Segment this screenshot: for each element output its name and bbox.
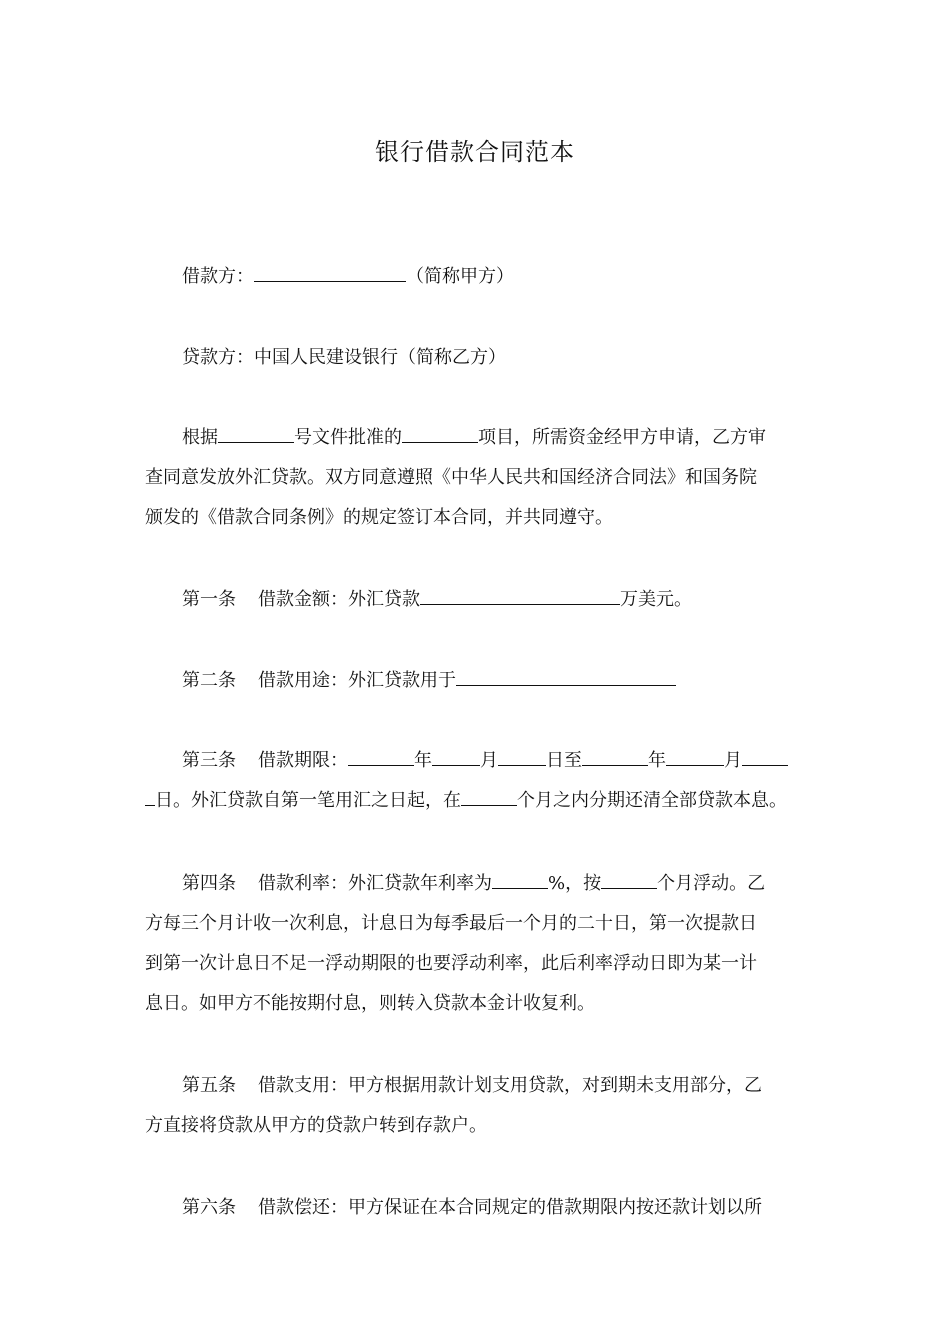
article-1 [145,580,825,620]
document-number-blank [218,423,294,443]
article-5 [145,1066,825,1146]
start-day-blank [498,746,546,766]
intro-line-2: 查同意发放外汇贷款。双方同意遵照《中华人民共和国经济合同法》和国务院 [145,467,757,488]
lender-paragraph [145,338,825,378]
article-text: 借款利率：外汇贷款年利率为 [258,873,492,894]
article-number: 第二条 [182,670,236,691]
end-day-blank-part1 [742,746,788,766]
intro-text: 项目，所需资金经甲方申请，乙方审 [478,427,766,448]
start-month-blank [432,746,480,766]
article-4-line-3: 到第一次计息日不足一浮动期限的也要浮动利率，此后利率浮动日即为某一计 [145,953,757,974]
article-number: 第三条 [182,750,236,771]
month-label: 月 [480,750,498,771]
article-text: %，按 [548,873,602,894]
float-months-blank [601,869,657,889]
article-4 [145,864,825,1024]
article-text: 万美元。 [620,589,692,610]
article-2 [145,661,825,701]
interest-rate-blank [492,869,548,889]
borrower-label: 借款方： [182,266,254,287]
end-month-blank [666,746,724,766]
day-to-label: 日至 [546,750,582,771]
month-label: 月 [724,750,742,771]
article-number: 第六条 [182,1197,236,1218]
borrower-paragraph [145,257,825,297]
article-number: 第五条 [182,1075,236,1096]
article-4-line-4: 息日。如甲方不能按期付息，则转入贷款本金计收复利。 [145,993,595,1014]
article-text: 借款金额：外汇贷款 [258,589,420,610]
year-label: 年 [648,750,666,771]
loan-purpose-blank [456,666,676,686]
article-text: 借款期限： [258,750,348,771]
end-day-blank-part2 [145,786,155,806]
start-year-blank [348,746,414,766]
article-text: 借款偿还：甲方保证在本合同规定的借款期限内按还款计划以所 [258,1197,762,1218]
document-title: 银行借款合同范本 [375,138,575,166]
article-5-line-2: 方直接将贷款从甲方的贷款户转到存款户。 [145,1115,487,1136]
intro-text: 根据 [182,427,218,448]
borrower-note: （简称甲方） [406,266,514,287]
article-6 [145,1188,825,1228]
loan-amount-blank [420,585,620,605]
article-text: 个月之内分期还清全部贷款本息。 [517,790,787,811]
intro-paragraph [145,418,825,538]
article-text: 个月浮动。乙 [657,873,766,894]
intro-text: 号文件批准的 [294,427,402,448]
article-4-line-2: 方每三个月计收一次利息，计息日为每季最后一个月的二十日，第一次提款日 [145,913,757,934]
year-label: 年 [414,750,432,771]
lender-line: 贷款方：中国人民建设银行（简称乙方） [182,347,506,368]
article-text: 借款用途：外汇贷款用于 [258,670,456,691]
article-number: 第四条 [182,873,236,894]
article-3 [145,741,825,821]
article-number: 第一条 [182,589,236,610]
end-year-blank [582,746,648,766]
intro-line-3: 颁发的《借款合同条例》的规定签订本合同，并共同遵守。 [145,507,613,528]
project-name-blank [402,423,478,443]
article-text: 借款支用：甲方根据用款计划支用贷款，对到期未支用部分，乙 [258,1075,762,1096]
repay-months-blank [461,786,517,806]
borrower-name-blank [254,262,406,282]
article-text: 日。外汇贷款自第一笔用汇之日起，在 [155,790,461,811]
